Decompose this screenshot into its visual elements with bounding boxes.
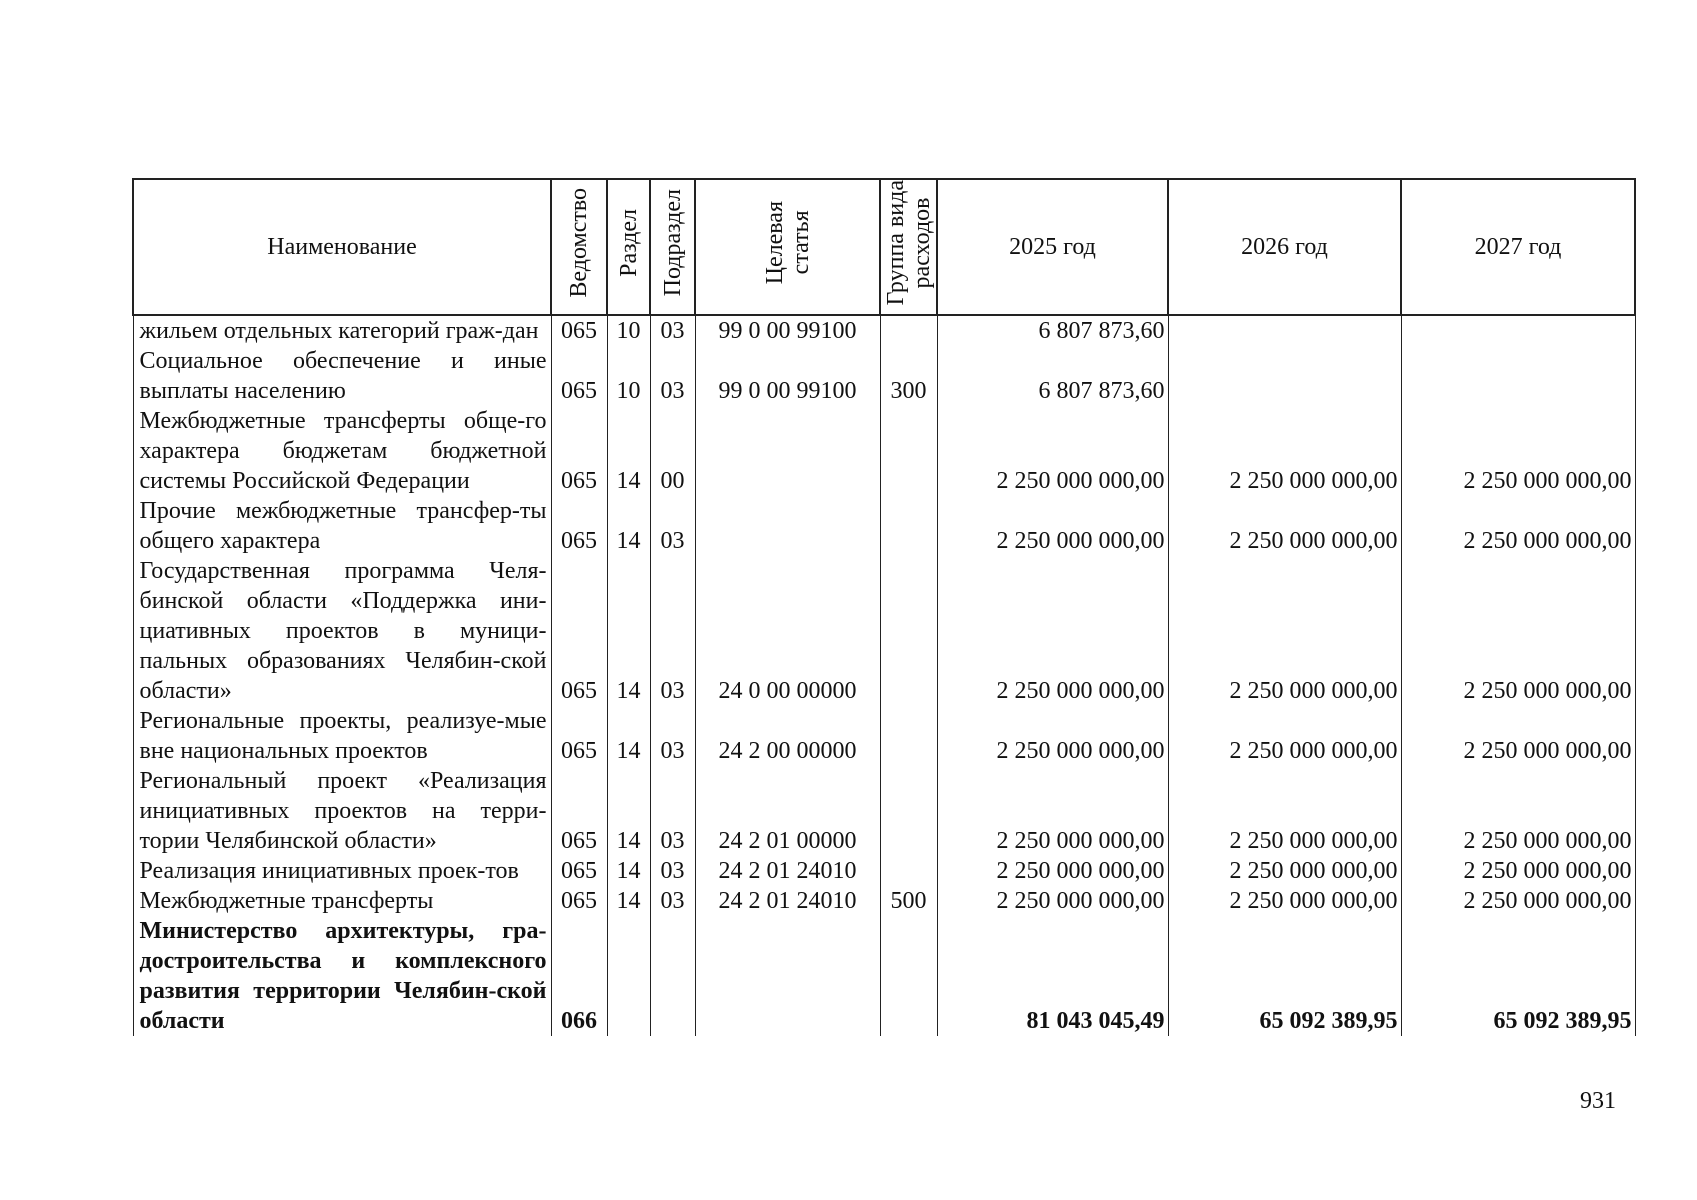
row-2026	[1168, 315, 1401, 346]
row-subsection: 03	[650, 766, 695, 856]
row-section: 14	[607, 556, 650, 706]
row-target: 24 2 01 24010	[695, 856, 880, 886]
table-row	[133, 556, 1635, 706]
table-row	[133, 856, 1635, 886]
table-row	[133, 916, 1635, 1036]
row-dept: 065	[551, 496, 607, 556]
row-group	[880, 766, 937, 856]
table-body	[133, 315, 1635, 1036]
header-group	[880, 179, 937, 315]
row-2026: 2 250 000 000,00	[1168, 886, 1401, 916]
row-2025: 2 250 000 000,00	[937, 556, 1168, 706]
header-subsection: Подраздел	[650, 179, 695, 315]
row-2027: 2 250 000 000,00	[1401, 766, 1635, 856]
header-section: Раздел	[607, 179, 650, 315]
row-2027: 2 250 000 000,00	[1401, 886, 1635, 916]
row-section: 10	[607, 346, 650, 406]
row-group: 300	[880, 346, 937, 406]
header-target	[695, 179, 880, 315]
row-subsection: 00	[650, 406, 695, 496]
row-name: Государственная программа Челя-бинской области «Поддержка ини-циативных проектов в муници-пальных образованиях Челябин-ской области»	[133, 556, 551, 706]
row-name: Межбюджетные трансферты обще-го характера бюджетам бюджетной системы Российской Федерации	[133, 406, 551, 496]
row-group	[880, 556, 937, 706]
header-dept: Ведомство	[551, 179, 607, 315]
row-group	[880, 315, 937, 346]
row-2027: 65 092 389,95	[1401, 916, 1635, 1036]
row-2025: 2 250 000 000,00	[937, 706, 1168, 766]
header-target-line1: Целевая	[761, 201, 788, 285]
row-2026: 2 250 000 000,00	[1168, 706, 1401, 766]
row-section: 14	[607, 406, 650, 496]
row-2025: 6 807 873,60	[937, 346, 1168, 406]
row-2025: 6 807 873,60	[937, 315, 1168, 346]
row-name: Региональный проект «Реализация инициативных проектов на терри-тории Челябинской области»	[133, 766, 551, 856]
row-dept: 065	[551, 346, 607, 406]
table-row	[133, 496, 1635, 556]
row-2027	[1401, 315, 1635, 346]
row-target: 24 0 00 00000	[695, 556, 880, 706]
row-name: Министерство архитектуры, гра-достроительства и комплексного развития территории Челябин-ской области	[133, 916, 551, 1036]
row-2027	[1401, 346, 1635, 406]
row-name: Межбюджетные трансферты	[133, 886, 551, 916]
budget-table	[132, 178, 1636, 1036]
row-subsection: 03	[650, 315, 695, 346]
row-2025: 2 250 000 000,00	[937, 886, 1168, 916]
table-row	[133, 706, 1635, 766]
row-name: Региональные проекты, реализуе-мые вне национальных проектов	[133, 706, 551, 766]
row-2026: 2 250 000 000,00	[1168, 856, 1401, 886]
row-section: 14	[607, 856, 650, 886]
row-group	[880, 856, 937, 886]
row-dept: 066	[551, 916, 607, 1036]
row-subsection: 03	[650, 556, 695, 706]
row-group: 500	[880, 886, 937, 916]
table-row	[133, 766, 1635, 856]
row-subsection: 03	[650, 856, 695, 886]
table-row	[133, 315, 1635, 346]
row-subsection	[650, 916, 695, 1036]
table-row	[133, 886, 1635, 916]
row-2026: 2 250 000 000,00	[1168, 406, 1401, 496]
row-name: Социальное обеспечение и иные выплаты населению	[133, 346, 551, 406]
row-group	[880, 496, 937, 556]
header-2027: 2027 год	[1401, 179, 1635, 315]
row-group	[880, 916, 937, 1036]
row-dept: 065	[551, 706, 607, 766]
table-header	[133, 179, 1635, 315]
row-2026: 2 250 000 000,00	[1168, 496, 1401, 556]
row-section: 10	[607, 315, 650, 346]
row-2027: 2 250 000 000,00	[1401, 406, 1635, 496]
row-target	[695, 406, 880, 496]
row-section	[607, 916, 650, 1036]
header-group-line1: Группа вида	[882, 180, 909, 306]
header-2025: 2025 год	[937, 179, 1168, 315]
row-dept: 065	[551, 766, 607, 856]
row-dept: 065	[551, 406, 607, 496]
header-name: Наименование	[133, 179, 551, 315]
row-target: 24 2 00 00000	[695, 706, 880, 766]
row-section: 14	[607, 496, 650, 556]
row-name: Реализация инициативных проек-тов	[133, 856, 551, 886]
row-2027: 2 250 000 000,00	[1401, 556, 1635, 706]
row-subsection: 03	[650, 496, 695, 556]
row-group	[880, 406, 937, 496]
row-name: жильем отдельных категорий граж-дан	[133, 315, 551, 346]
row-target: 24 2 01 24010	[695, 886, 880, 916]
row-name: Прочие межбюджетные трансфер-ты общего характера	[133, 496, 551, 556]
row-target: 99 0 00 99100	[695, 315, 880, 346]
row-subsection: 03	[650, 886, 695, 916]
row-2025: 2 250 000 000,00	[937, 496, 1168, 556]
row-2026: 65 092 389,95	[1168, 916, 1401, 1036]
row-2025: 2 250 000 000,00	[937, 856, 1168, 886]
row-2027: 2 250 000 000,00	[1401, 496, 1635, 556]
row-target	[695, 916, 880, 1036]
row-2027: 2 250 000 000,00	[1401, 706, 1635, 766]
row-target	[695, 496, 880, 556]
header-target-line2: статья	[787, 211, 814, 275]
row-2026: 2 250 000 000,00	[1168, 556, 1401, 706]
table-row	[133, 406, 1635, 496]
row-2025: 81 043 045,49	[937, 916, 1168, 1036]
row-dept: 065	[551, 886, 607, 916]
row-2027: 2 250 000 000,00	[1401, 856, 1635, 886]
row-section: 14	[607, 706, 650, 766]
row-subsection: 03	[650, 346, 695, 406]
header-group-line2: расходов	[908, 197, 935, 289]
row-2025: 2 250 000 000,00	[937, 766, 1168, 856]
row-section: 14	[607, 766, 650, 856]
row-section: 14	[607, 886, 650, 916]
header-2026: 2026 год	[1168, 179, 1401, 315]
row-group	[880, 706, 937, 766]
row-dept: 065	[551, 315, 607, 346]
table-row	[133, 346, 1635, 406]
row-2025: 2 250 000 000,00	[937, 406, 1168, 496]
row-target: 24 2 01 00000	[695, 766, 880, 856]
page-number: 931	[1580, 1088, 1616, 1114]
row-2026: 2 250 000 000,00	[1168, 766, 1401, 856]
row-2026	[1168, 346, 1401, 406]
row-subsection: 03	[650, 706, 695, 766]
row-target: 99 0 00 99100	[695, 346, 880, 406]
row-dept: 065	[551, 856, 607, 886]
row-dept: 065	[551, 556, 607, 706]
